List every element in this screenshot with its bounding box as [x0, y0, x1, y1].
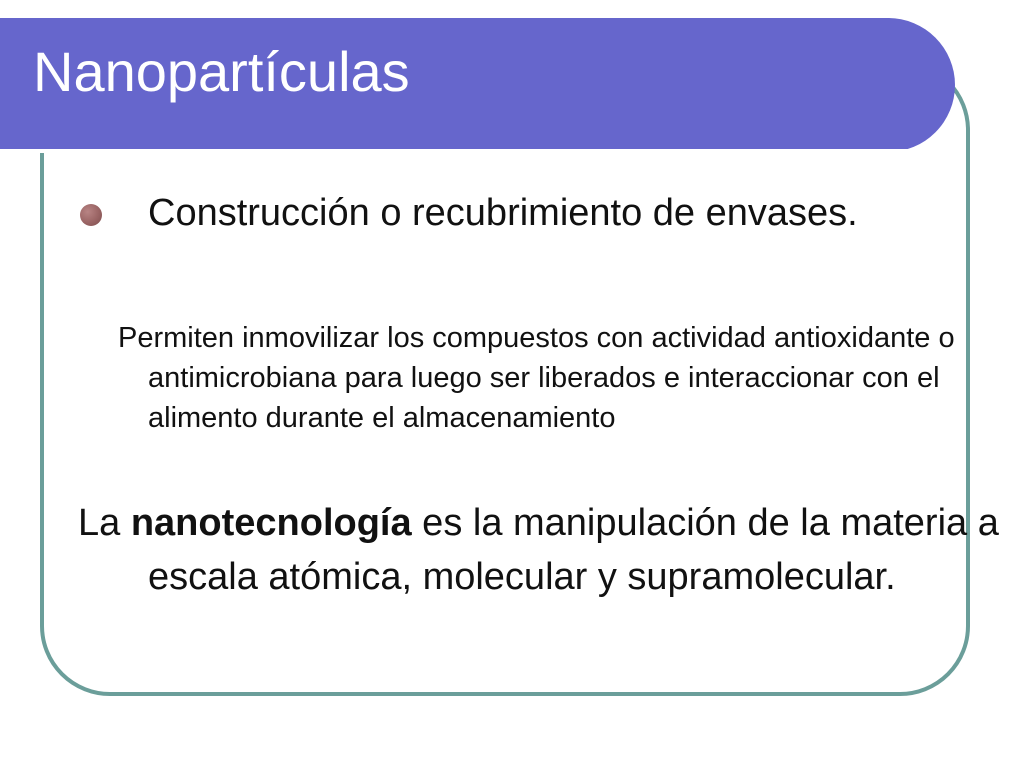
sub-paragraph: Permiten inmovilizar los compuestos con actividad antioxidante o antimicrobiana para luego ser liberados e interaccionar con el alimento durante el almacenamiento — [118, 322, 955, 434]
body-prefix: La — [78, 502, 131, 544]
title-underline — [0, 149, 908, 153]
body-suffix: es la manipulación de la materia a escala atómica, molecular y supramolecular. — [148, 502, 999, 598]
slide-title: Nanopartículas — [33, 40, 410, 103]
bullet-text: Construcción o recubrimiento de envases. — [148, 192, 858, 234]
body-paragraph — [78, 496, 1024, 604]
body-bold-term: nanotecnología — [130, 502, 412, 544]
bullet-icon — [80, 204, 102, 226]
